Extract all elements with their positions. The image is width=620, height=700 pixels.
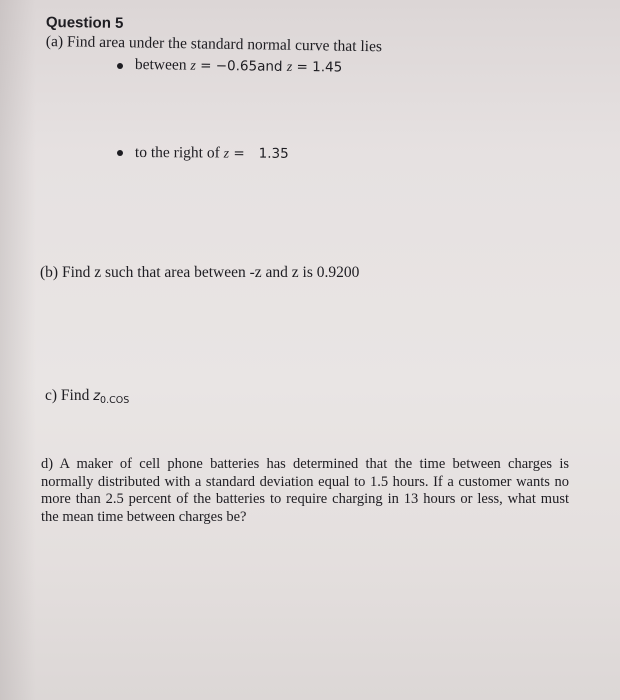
z-variable: z [190, 58, 196, 74]
z-value-upper: = 1.45 [292, 58, 343, 76]
part-a-heading: (a) Find area under the standard normal curve that lies [45, 33, 383, 56]
bullet-right-prefix: to the right of [134, 144, 224, 162]
part-c-label: c) Find [45, 387, 94, 404]
equals-sign: = [229, 145, 245, 162]
bullet-icon [117, 63, 123, 69]
part-b-text: (b) Find z such that area between -z and z is 0.9200 [40, 264, 360, 281]
z-critical-symbol: $z_{0.COS}$ [93, 389, 130, 406]
bullet-icon [117, 150, 123, 156]
part-c-text [45, 387, 129, 410]
part-a-bullet-right [135, 144, 289, 164]
z-value-right: 1.35 [258, 145, 289, 162]
z-value-lower: = −0.65and [195, 57, 287, 75]
z-subscript: 0.COS [100, 395, 130, 406]
part-d-line: d) A maker of cell phone batteries has determined that the time between charges is [41, 456, 569, 472]
part-d-line: more than 2.5 percent of the batteries to require charging in 13 hours or less, what must [41, 491, 569, 507]
bullet-between-prefix: between [134, 56, 191, 74]
part-d-paragraph [41, 456, 569, 526]
part-a-bullet-between [135, 56, 343, 78]
part-d-line: normally distributed with a standard deviation equal to 1.5 hours. If a customer wants no [41, 473, 569, 490]
z-variable: z [223, 146, 230, 162]
z-variable: z [286, 59, 293, 75]
part-d-line: the mean time between charges be? [41, 508, 247, 525]
question-title: Question 5 [45, 14, 124, 32]
